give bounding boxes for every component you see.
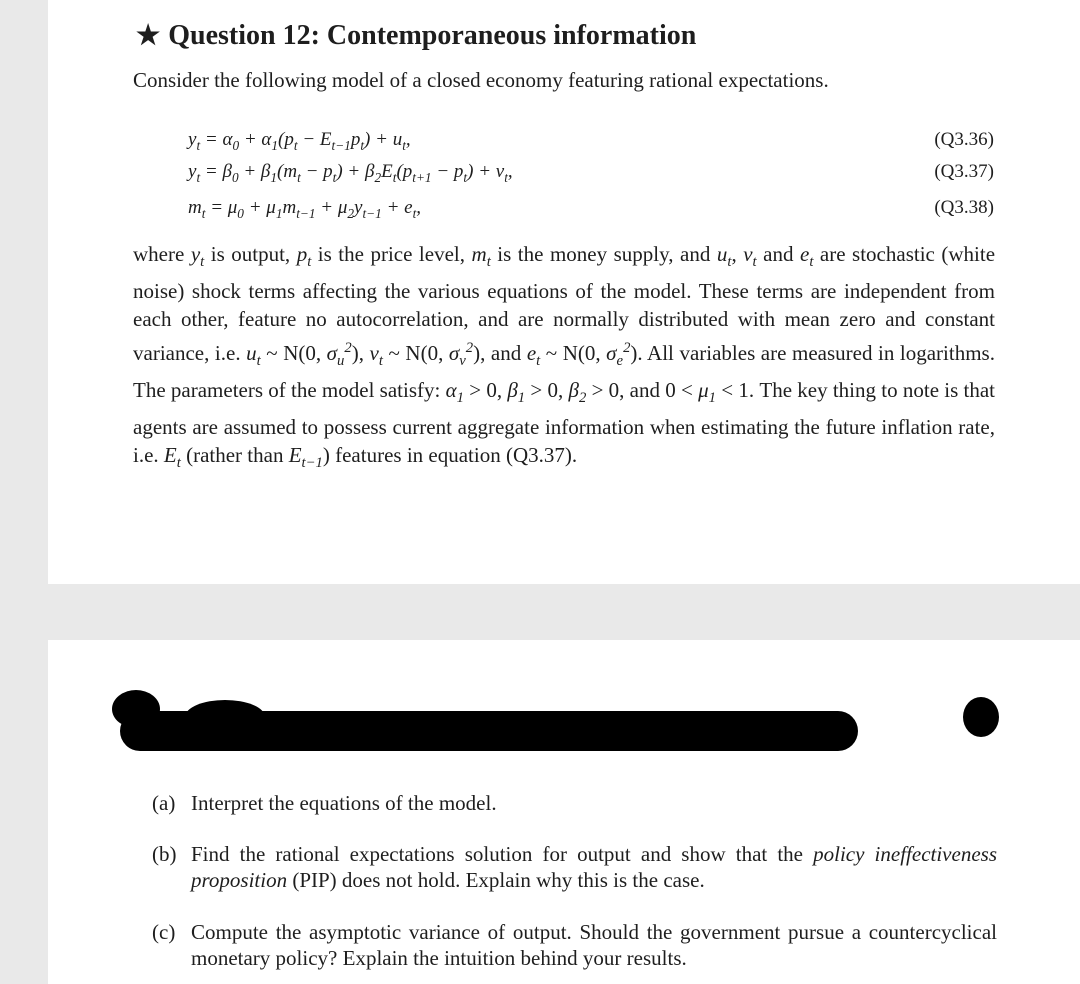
- question-title-text: Question 12: Contemporaneous information: [168, 20, 697, 51]
- model-description: where $y_t$ is output, $p_t$ is the price level, $m_t$ is the money supply, and $u_t$, $v_t$ and $e_t$ are stochastic (white noise) shock terms affecting the various equations of the model. These terms are independent from each other, feature no autocorrelation, and are normally distributed with mean zero and constant variance, i.e. $u_t$ ~ N(0, $\sigma_u^2$), $v_t$ ~ N(0, $\sigma_v^2$), and $e_t$ ~ N(0, $\sigma_e^2$). All variables are measured in logarithms. The parameters of the model satisfy: $\alpha_1 > 0$, $\beta_1 > 0$, $\beta_2 > 0$, and $0 < \mu_1 < 1$. The key thing to note is that agents are assumed to possess current aggregate information when estimating the future inflation rate, i.e. $E_t$ (rather than $E_{t-1}$) features in equation (Q3.37).: [133, 242, 996, 472]
- equation-number-2: (Q3.37): [934, 161, 994, 182]
- part-c-label: (c): [152, 920, 176, 944]
- part-c: [152, 919, 997, 971]
- part-a: [152, 790, 997, 816]
- equation-row-2: [0, 157, 1080, 187]
- part-a-label: (a): [152, 791, 176, 815]
- redaction-blob-left-2: [185, 700, 265, 734]
- equation-2: $y_t = \beta_0 + \beta_1(m_t - p_t) + \beta_2E_t(p_{t+1} - p_t) + v_t$,: [188, 161, 513, 185]
- question-intro: Consider the following model of a closed economy featuring rational expectations.: [133, 68, 829, 92]
- part-c-text: Compute the asymptotic variance of output. Should the government pursue a countercyclical monetary policy? Explain the intuition behind your results.: [191, 920, 997, 970]
- equation-number-3: (Q3.38): [934, 197, 994, 218]
- equation-row-3: [0, 193, 1080, 223]
- equation-1: $y_t = \alpha_0 + \alpha_1(p_t - E_{t-1}p_t) + u_t$,: [188, 129, 411, 153]
- equation-3: $m_t = \mu_0 + \mu_1m_{t-1} + \mu_2y_{t-1} + e_t$,: [188, 197, 422, 221]
- part-b-label: (b): [152, 842, 177, 866]
- question-title: [136, 20, 696, 52]
- equation-number-1: (Q3.36): [934, 129, 994, 150]
- part-b: [152, 841, 997, 893]
- star-icon: ★: [136, 20, 161, 50]
- pip-emphasis: policy ineffectiveness proposition: [191, 842, 997, 892]
- part-a-text: Interpret the equations of the model.: [191, 791, 497, 815]
- part-b-text: Find the rational expectations solution for output and show that the policy ineffectiveness proposition (PIP) does not hold. Explain why this is the case.: [191, 842, 997, 892]
- redaction-dot-right: [963, 697, 999, 737]
- redaction-blob-left: [112, 690, 160, 728]
- equation-row-1: [0, 125, 1080, 155]
